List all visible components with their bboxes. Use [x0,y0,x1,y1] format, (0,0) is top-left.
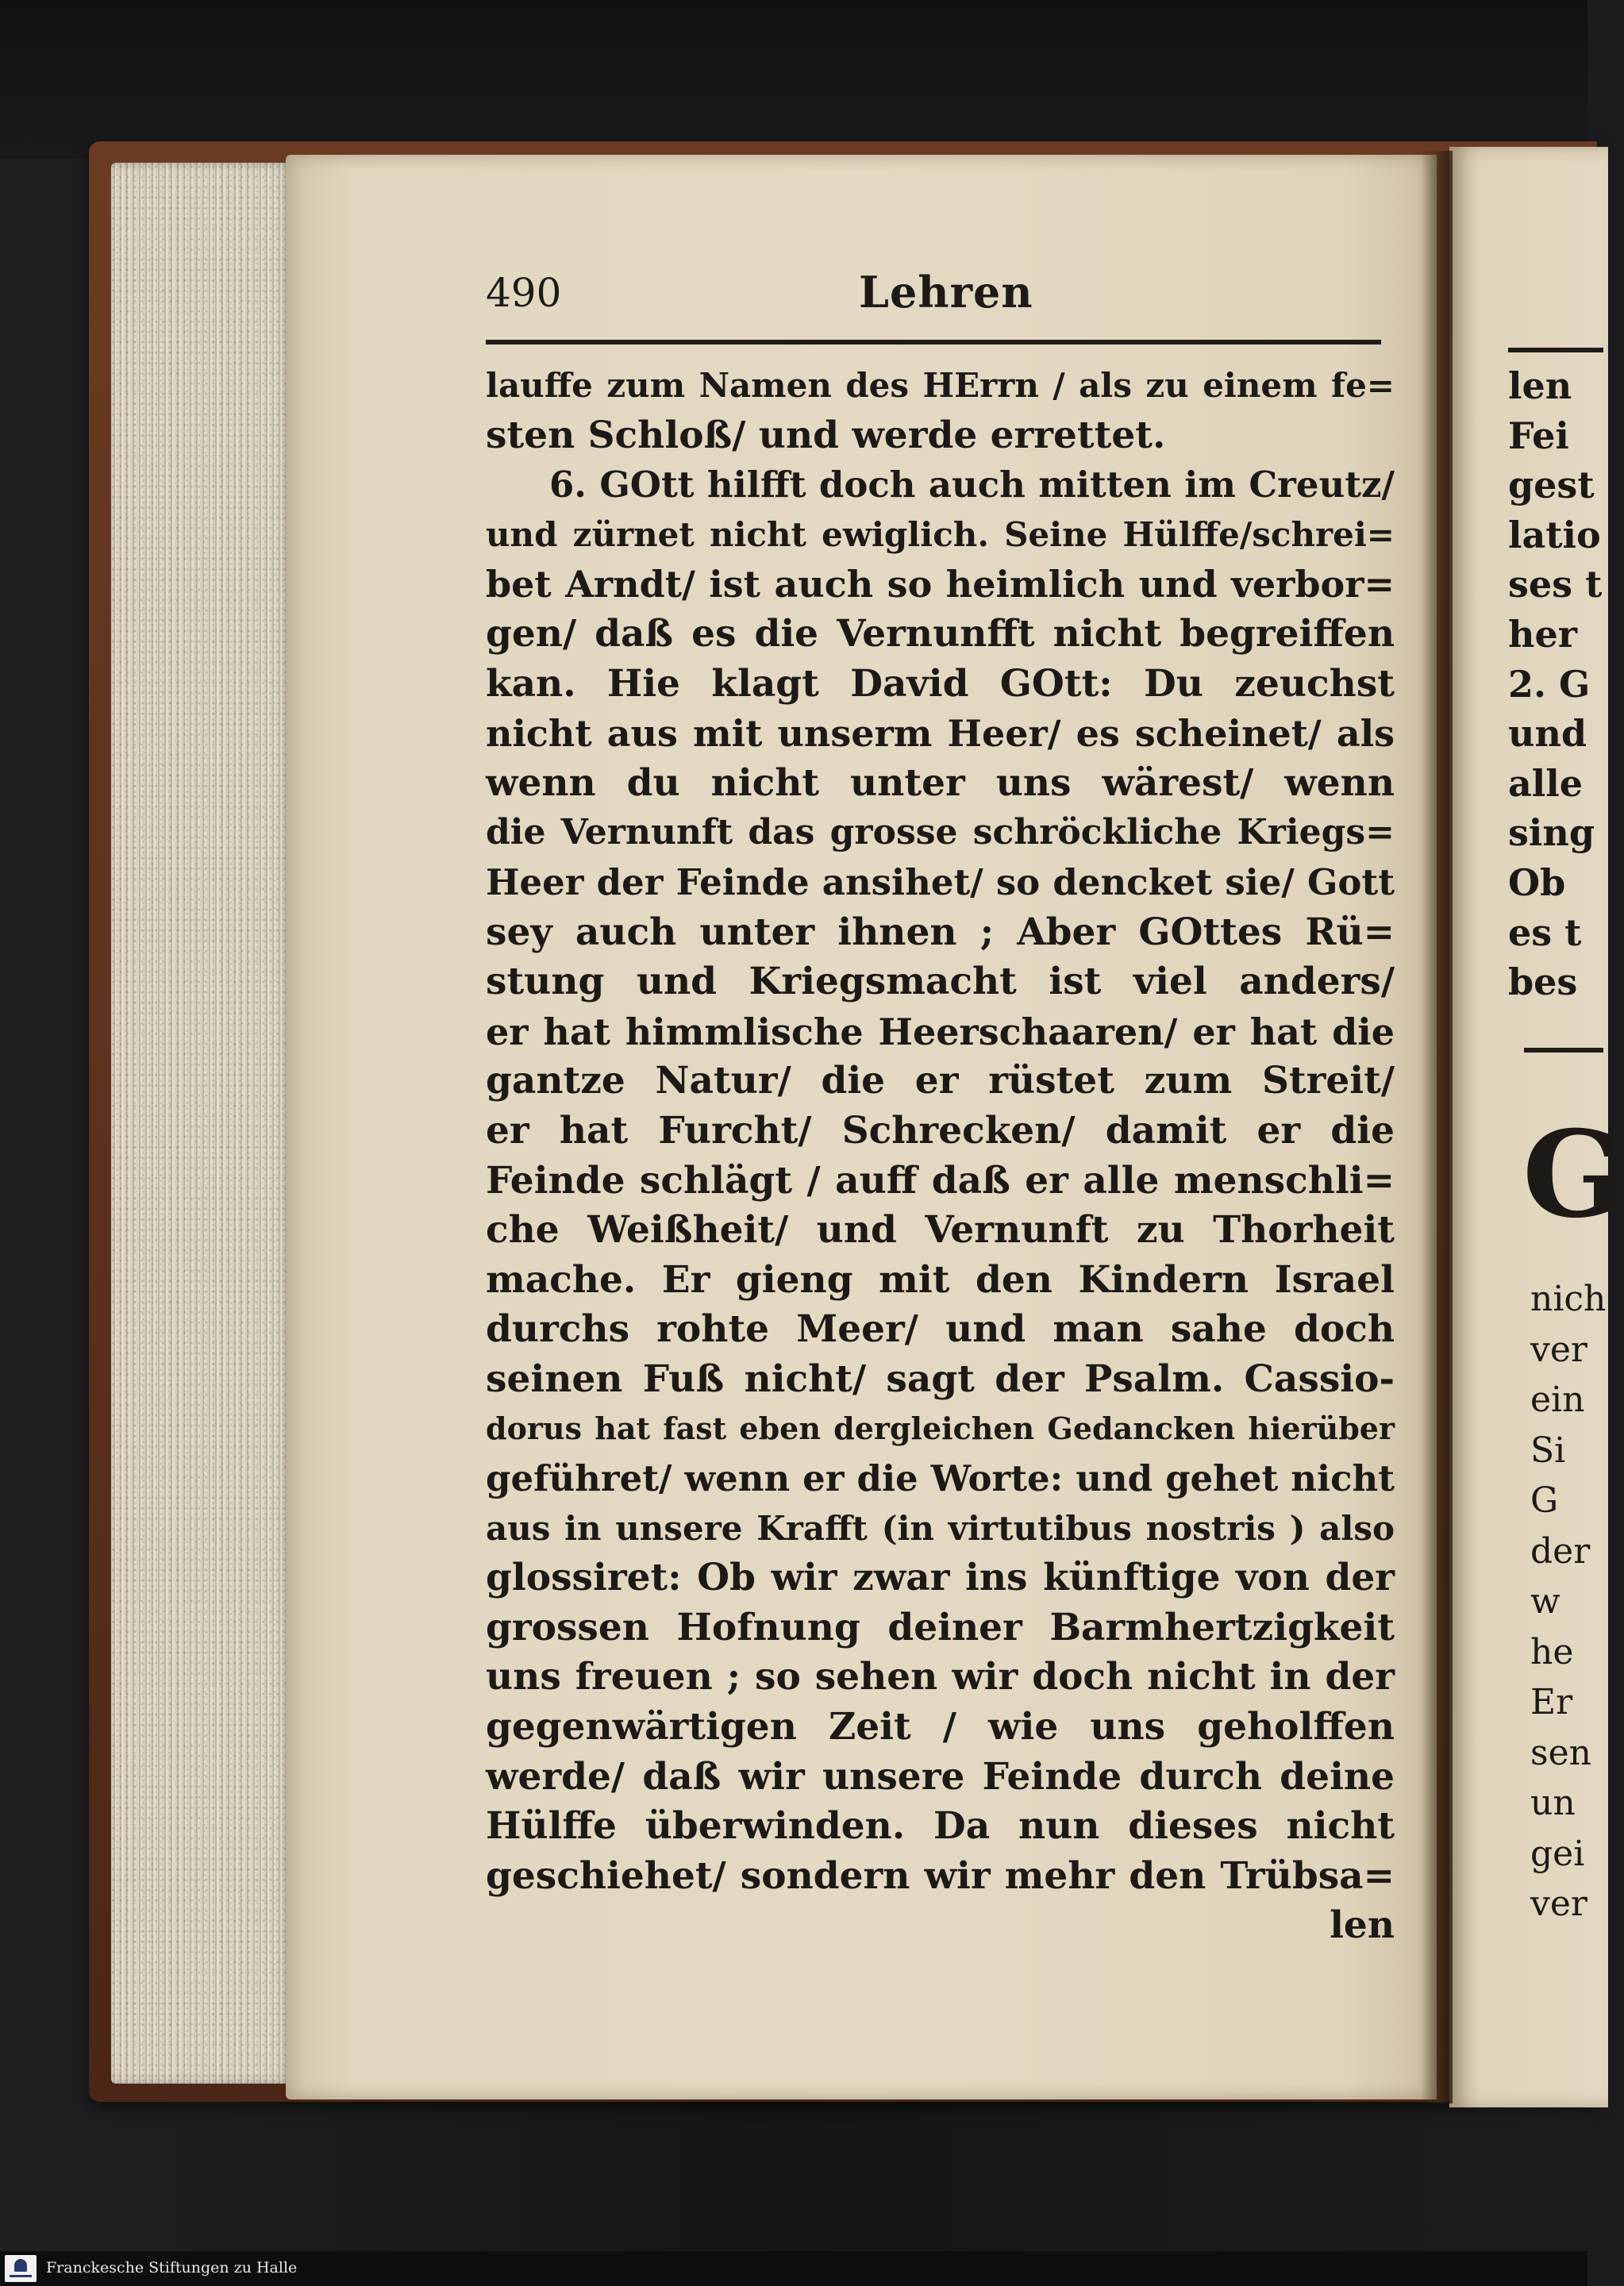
text-line: 6. GOtt hilfft doch auch mitten im Creutz/ [549,464,1395,506]
facing-text-fragment: sing [1508,811,1595,855]
facing-text-fragment: ein [1530,1380,1585,1420]
facing-text-fragment: gest [1508,464,1595,507]
text-line: bet Arndt/ ist auch so heimlich und verbor= [486,563,1395,606]
text-line: und zürnet nicht ewiglich. Seine Hülffe/schrei= [486,514,1395,554]
text-line: dorus hat fast eben dergleichen Gedancken hierüber [486,1410,1395,1447]
facing-text-fragment: ses t [1508,563,1603,606]
facing-page-text-top [1508,361,1603,1007]
facing-text-fragment: und [1508,712,1587,756]
text-line: stung und Kriegsmacht ist viel anders/ [486,960,1395,1004]
page-number: 490 [486,270,562,316]
facing-text-fragment: w [1530,1581,1561,1622]
facing-text-fragment: 2. G [1508,662,1591,706]
facing-text-fragment: her [1508,612,1577,656]
facing-text-fragment: ver [1530,1329,1587,1370]
text-line: werde/ daß wir unsere Feinde durch deine [486,1754,1395,1799]
text-line: die Vernunft das grosse schröckliche Kriegs= [486,812,1395,853]
facing-drop-initial: G [1522,1105,1624,1245]
text-line: kan. Hie klagt David GOtt: Du zeuchst [486,661,1395,706]
text-line: sten Schloß/ und werde errettet. [486,413,1166,457]
facing-page-text-bottom [1530,1274,1607,1930]
text-line: seinen Fuß nicht/ sagt der Psalm. Cassio- [486,1357,1395,1401]
text-line: geführet/ wenn er die Worte: und gehet nicht [486,1457,1395,1500]
facing-text-fragment: nich [1530,1279,1607,1319]
text-line: geschiehet/ sondern wir mehr den Trübsa= [486,1853,1395,1898]
text-line: wenn du nicht unter uns wärest/ wenn [486,760,1395,805]
text-line: mache. Er gieng mit den Kindern Israel [486,1257,1395,1302]
text-line: nicht aus mit unserm Heer/ es scheinet/ als [486,712,1395,756]
text-line: che Weißheit/ und Vernunft zu Thorheit [486,1208,1395,1253]
text-line: gen/ daß es die Vernunfft nicht begreiffen [486,611,1395,656]
text-line: durchs rohte Meer/ und man sahe doch [486,1307,1395,1352]
text-line: glossiret: Ob wir zwar ins künftige von der [486,1556,1395,1600]
facing-section-rule [1524,1048,1603,1053]
facing-header-rule [1508,348,1603,352]
facing-text-fragment: Si [1530,1430,1566,1471]
text-line: er hat himmlische Heerschaaren/ er hat die [486,1010,1395,1053]
text-line: sey auch unter ihnen ; Aber GOttes Rü= [486,910,1395,954]
facing-text-fragment: sen [1530,1732,1591,1773]
facing-text-fragment: he [1530,1631,1574,1672]
header-rule [486,340,1381,344]
facing-text-fragment: gei [1530,1833,1585,1874]
facing-text-fragment: Er [1530,1682,1573,1722]
backdrop [0,0,1587,159]
facing-text-fragment: bes [1508,960,1578,1004]
facing-text-fragment: Ob [1508,860,1566,904]
text-line: Heer der Feinde ansihet/ so dencket sie/ Gott [486,860,1395,903]
facing-text-fragment: es t [1508,910,1582,954]
facing-text-fragment: un [1530,1783,1576,1823]
facing-text-fragment: der [1530,1530,1591,1572]
footer-credit: Franckesche Stiftungen zu Halle [46,2259,298,2276]
text-line: uns freuen ; so sehen wir doch nicht in der [486,1655,1395,1699]
facing-text-fragment: G [1530,1480,1559,1521]
text-line: lauffe zum Namen des HErrn / als zu einem fe= [486,366,1395,405]
text-line: gantze Natur/ die er rüstet zum Streit/ [486,1059,1395,1103]
gutter-shadow [1421,151,1453,2103]
running-head: Lehren [859,267,1033,318]
text-line: Feinde schlägt / auff daß er alle menschli= [486,1158,1395,1203]
text-line: Hülffe überwinden. Da nun dieses nicht [486,1804,1395,1849]
institution-logo-icon [5,2255,37,2282]
text-line: gegenwärtigen Zeit / wie uns geholffen [486,1705,1395,1749]
facing-text-fragment: Fei [1508,414,1569,457]
facing-text-fragment: len [1508,364,1572,407]
text-line: grossen Hofnung deiner Barmhertzigkeit [486,1605,1395,1649]
text-line: len [1330,1903,1395,1948]
facing-text-fragment: ver [1530,1884,1587,1924]
text-line: aus in unsere Krafft (in virtutibus nostris ) also [486,1508,1395,1548]
facing-text-fragment: alle [1508,761,1584,805]
facing-text-fragment: latio [1508,513,1601,556]
main-text-block [486,361,1395,1951]
text-line: er hat Furcht/ Schrecken/ damit er die [486,1108,1395,1153]
page-block-edge [111,163,294,2084]
page-header [486,264,1381,335]
